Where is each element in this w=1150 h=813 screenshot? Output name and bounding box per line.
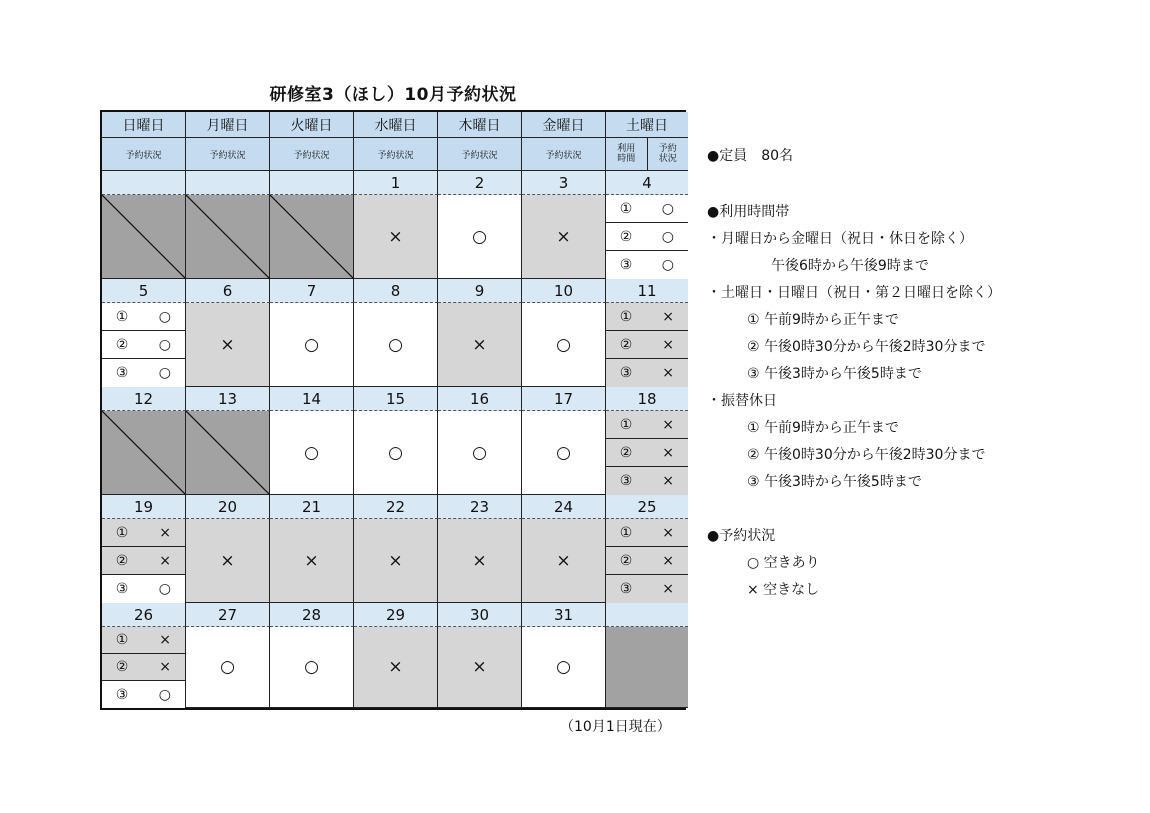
- slot-status: ○: [158, 686, 171, 703]
- weekday-label: ・月曜日から金曜日（祝日・休日を除く）: [707, 231, 973, 247]
- full-mark: ×: [186, 519, 270, 603]
- time-slot-row: [606, 303, 688, 331]
- time-slot-row: [102, 519, 185, 547]
- time-slot-row: [606, 467, 688, 495]
- slot-number: ③: [115, 686, 129, 703]
- slot-status: ○: [661, 200, 674, 217]
- diagonal-slash-icon: [270, 195, 354, 279]
- date-number: 20: [186, 495, 270, 519]
- time-slot-row: [606, 547, 688, 575]
- slot-number: ①: [619, 308, 633, 325]
- available-mark: ○: [270, 627, 354, 708]
- closed-day-cell: [270, 195, 354, 279]
- time-slot-row: [606, 575, 688, 603]
- as-of-date: （10月1日現在）: [560, 719, 671, 735]
- time-slots: [606, 303, 688, 387]
- holiday-label: ・振替休日: [707, 393, 777, 409]
- capacity: ●定員 80名: [707, 148, 794, 164]
- time-slot-row: [606, 411, 688, 439]
- date-number: 23: [438, 495, 522, 519]
- full-mark: ×: [522, 195, 606, 279]
- time-slot-row: [606, 223, 688, 251]
- time-slots: [102, 519, 186, 603]
- date-number: 14: [270, 387, 354, 411]
- slot-status: ×: [159, 552, 171, 569]
- date-number: 22: [354, 495, 438, 519]
- closed-day-cell: [186, 411, 270, 495]
- date-number: [102, 171, 186, 195]
- weekend-slot-2: ② 午後0時30分から午後2時30分まで: [747, 339, 986, 355]
- slot-status: ×: [662, 473, 674, 489]
- date-number: 6: [186, 279, 270, 303]
- slot-status: ×: [662, 365, 674, 381]
- time-slot-row: [102, 627, 185, 654]
- slot-number: ①: [115, 308, 129, 325]
- slot-number: ②: [115, 336, 129, 353]
- date-number: 8: [354, 279, 438, 303]
- date-number: 5: [102, 279, 186, 303]
- page-title: 研修室3（ほし）10月予約状況: [269, 85, 517, 105]
- full-mark: ×: [522, 519, 606, 603]
- slot-status: ×: [662, 552, 674, 569]
- date-number: 31: [522, 603, 606, 627]
- full-mark: ×: [354, 627, 438, 708]
- diagonal-slash-icon: [102, 411, 186, 495]
- slot-status: ×: [159, 632, 171, 648]
- available-mark: ○: [354, 303, 438, 387]
- slot-number: ①: [115, 524, 129, 541]
- slot-status: ×: [662, 444, 674, 461]
- status-subheader: 予約状況: [270, 138, 354, 171]
- holiday-slot-3: ③ 午後3時から午後5時まで: [747, 474, 922, 490]
- diagonal-slash-icon: [102, 195, 186, 279]
- status-subheader: 予約状況: [186, 138, 270, 171]
- date-number: 13: [186, 387, 270, 411]
- time-slot-row: [102, 303, 185, 331]
- day-header: 木曜日: [438, 112, 522, 138]
- day-header: 火曜日: [270, 112, 354, 138]
- slot-number: ②: [619, 552, 633, 569]
- available-mark: ○: [270, 303, 354, 387]
- closed-day-cell: [102, 195, 186, 279]
- date-number: 26: [102, 603, 186, 627]
- weekday-time: 午後6時から午後9時まで: [771, 258, 929, 274]
- time-slot-row: [606, 195, 688, 223]
- available-mark: ○: [522, 627, 606, 708]
- full-mark: ×: [438, 519, 522, 603]
- date-number: 9: [438, 279, 522, 303]
- slot-number: ①: [619, 416, 633, 433]
- slot-number: ③: [619, 257, 633, 273]
- slot-number: ②: [115, 552, 129, 569]
- slot-status: ×: [662, 416, 674, 433]
- time-slots: [606, 195, 688, 279]
- available-mark: ○: [270, 411, 354, 495]
- legend-available: ○ 空きあり: [747, 555, 820, 571]
- time-slot-row: [102, 359, 185, 387]
- available-mark: ○: [186, 627, 270, 708]
- full-mark: ×: [186, 303, 270, 387]
- time-slot-row: [102, 681, 185, 708]
- date-number: 28: [270, 603, 354, 627]
- available-mark: ○: [354, 411, 438, 495]
- closed-day-cell: [186, 195, 270, 279]
- available-mark: ○: [522, 303, 606, 387]
- available-mark: ○: [522, 411, 606, 495]
- slot-status: ×: [159, 524, 171, 541]
- date-number: 16: [438, 387, 522, 411]
- holiday-slot-1: ① 午前9時から正午まで: [747, 420, 899, 436]
- diagonal-slash-icon: [186, 411, 270, 495]
- time-slot-row: [606, 519, 688, 547]
- date-number: [606, 603, 688, 627]
- slot-number: ②: [619, 444, 633, 461]
- time-slot-row: [606, 331, 688, 359]
- time-slots: [606, 411, 688, 495]
- slot-number: ①: [619, 200, 633, 217]
- slot-number: ②: [115, 659, 129, 675]
- full-mark: ×: [270, 519, 354, 603]
- slot-status: ×: [662, 524, 674, 541]
- date-number: 21: [270, 495, 354, 519]
- date-number: 17: [522, 387, 606, 411]
- date-number: 11: [606, 279, 688, 303]
- available-mark: ○: [438, 411, 522, 495]
- date-number: 19: [102, 495, 186, 519]
- date-number: 29: [354, 603, 438, 627]
- slot-status: ○: [158, 308, 171, 325]
- weekend-slot-3: ③ 午後3時から午後5時まで: [747, 366, 922, 382]
- time-slot-row: [102, 654, 185, 681]
- status-subheader: [606, 138, 688, 171]
- date-number: 24: [522, 495, 606, 519]
- time-slot-row: [606, 251, 688, 279]
- slot-number: ①: [115, 632, 129, 648]
- slot-status: ○: [158, 581, 171, 597]
- slot-number: ③: [115, 581, 129, 597]
- date-number: 2: [438, 171, 522, 195]
- time-slot-row: [102, 575, 185, 603]
- reservation-calendar: [100, 110, 686, 710]
- day-header: 土曜日: [606, 112, 688, 138]
- slot-number: ③: [619, 473, 633, 489]
- date-number: 18: [606, 387, 688, 411]
- date-number: 15: [354, 387, 438, 411]
- slot-status: ○: [158, 336, 171, 353]
- hours-heading: ●利用時間帯: [707, 204, 790, 220]
- time-slot-row: [606, 359, 688, 387]
- time-slots: [102, 303, 186, 387]
- slot-number: ③: [115, 365, 129, 381]
- slot-status-label: 予約 状況: [658, 144, 677, 164]
- available-mark: ○: [438, 195, 522, 279]
- date-number: 25: [606, 495, 688, 519]
- date-number: 1: [354, 171, 438, 195]
- status-subheader: 予約状況: [438, 138, 522, 171]
- day-header: 金曜日: [522, 112, 606, 138]
- slot-number: ①: [619, 524, 633, 541]
- date-number: 12: [102, 387, 186, 411]
- status-subheader: 予約状況: [102, 138, 186, 171]
- date-number: 10: [522, 279, 606, 303]
- date-number: [270, 171, 354, 195]
- slot-status: ×: [662, 336, 674, 353]
- date-number: [186, 171, 270, 195]
- slot-status: ○: [158, 365, 171, 381]
- slot-status: ×: [662, 581, 674, 597]
- slot-number: ③: [619, 365, 633, 381]
- empty-cell: [606, 627, 688, 708]
- closed-day-cell: [102, 411, 186, 495]
- slot-number: ③: [619, 581, 633, 597]
- day-header: 日曜日: [102, 112, 186, 138]
- date-number: 7: [270, 279, 354, 303]
- full-mark: ×: [354, 195, 438, 279]
- full-mark: ×: [354, 519, 438, 603]
- time-slot-row: [102, 331, 185, 359]
- time-slot-row: [606, 439, 688, 467]
- date-number: 30: [438, 603, 522, 627]
- full-mark: ×: [438, 303, 522, 387]
- day-header: 月曜日: [186, 112, 270, 138]
- date-number: 4: [606, 171, 688, 195]
- date-number: 3: [522, 171, 606, 195]
- slot-time-label: 利用 時間: [606, 138, 648, 170]
- slot-status: ○: [661, 257, 674, 273]
- slot-status: ×: [662, 308, 674, 325]
- time-slots: [606, 519, 688, 603]
- slot-number: ②: [619, 336, 633, 353]
- slot-status: ○: [661, 228, 674, 245]
- weekend-label: ・土曜日・日曜日（祝日・第２日曜日を除く）: [707, 285, 1001, 301]
- diagonal-slash-icon: [186, 195, 270, 279]
- full-mark: ×: [438, 627, 522, 708]
- legend-full: × 空きなし: [747, 582, 820, 598]
- weekend-slot-1: ① 午前9時から正午まで: [747, 312, 899, 328]
- day-header: 水曜日: [354, 112, 438, 138]
- time-slots: [102, 627, 186, 708]
- date-number: 27: [186, 603, 270, 627]
- slot-number: ②: [619, 228, 633, 245]
- status-subheader: 予約状況: [522, 138, 606, 171]
- status-heading: ●予約状況: [707, 528, 776, 544]
- holiday-slot-2: ② 午後0時30分から午後2時30分まで: [747, 447, 986, 463]
- slot-status: ×: [159, 659, 171, 675]
- time-slot-row: [102, 547, 185, 575]
- status-subheader: 予約状況: [354, 138, 438, 171]
